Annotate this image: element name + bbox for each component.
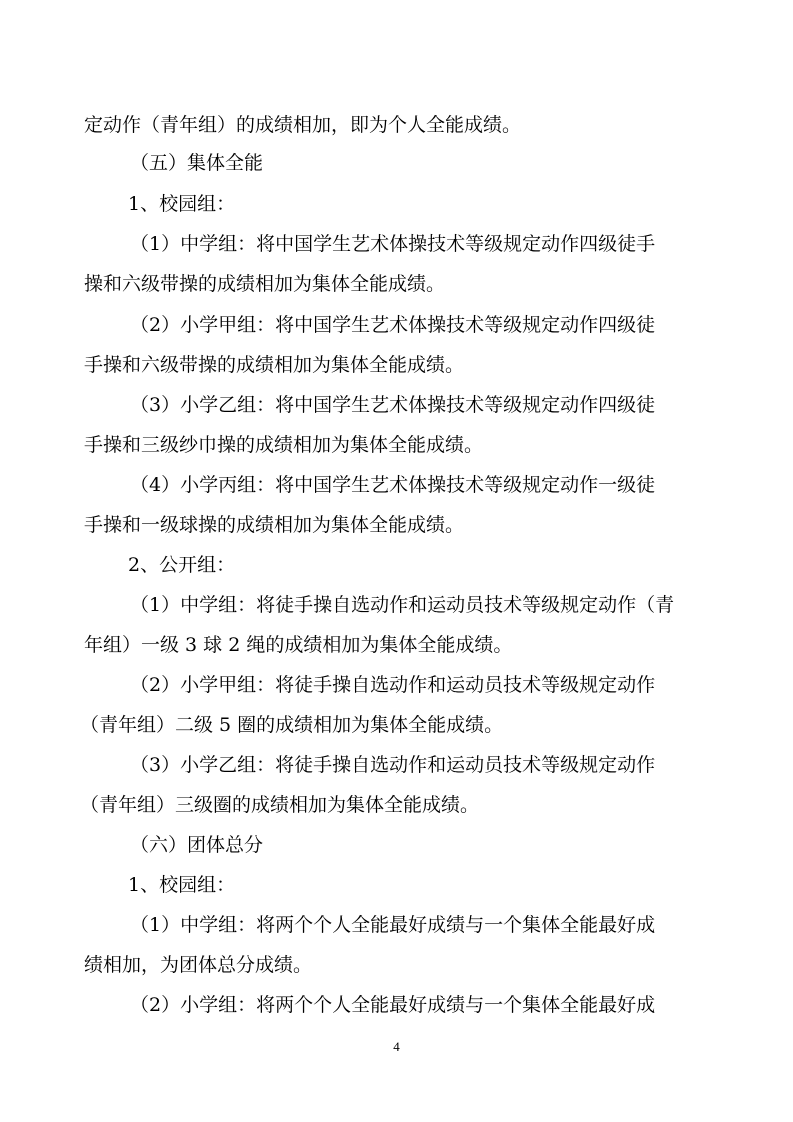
text-line-content: （1）中学组：将两个个人全能最好成绩与一个集体全能最好成: [130, 914, 656, 936]
text-line: [0, 908, 793, 942]
text-line: [0, 308, 793, 342]
subsection-heading: [0, 548, 793, 582]
text-line: [0, 668, 793, 702]
text-line: [0, 988, 793, 1022]
text-line: [0, 267, 793, 301]
text-line: [0, 388, 793, 422]
text-line-content: （2）小学甲组：将徒手操自选动作和运动员技术等级规定动作: [130, 674, 656, 696]
text-line-content: （2）小学组：将两个个人全能最好成绩与一个集体全能最好成: [130, 994, 656, 1016]
text-line-content: （2）小学甲组：将中国学生艺术体操技术等级规定动作四级徒: [130, 314, 656, 336]
subsection-heading-text: 1、校园组：: [128, 193, 236, 215]
section-heading-text: （六）团体总分: [130, 834, 264, 856]
text-line-content: 手操和三级纱巾操的成绩相加为集体全能成绩。: [84, 434, 484, 456]
text-line-content: 定动作（青年组）的成绩相加，即为个人全能成绩。: [84, 114, 522, 136]
subsection-heading: [0, 187, 793, 221]
text-line-content: （3）小学乙组：将徒手操自选动作和运动员技术等级规定动作: [130, 754, 656, 776]
text-line-content: （1）中学组：将徒手操自选动作和运动员技术等级规定动作（青: [130, 594, 675, 616]
text-line: [0, 788, 793, 822]
text-line-content: （青年组）二级 5 圈的成绩相加为集体全能成绩。: [80, 714, 504, 736]
text-line: [0, 227, 793, 261]
section-heading-text: （五）集体全能: [130, 152, 264, 174]
page-number: 4: [393, 1039, 400, 1054]
text-line: [0, 628, 793, 662]
text-line-content: 年组）一级 3 球 2 绳的成绩相加为集体全能成绩。: [84, 634, 513, 656]
text-line: [0, 708, 793, 742]
text-line: [0, 348, 793, 382]
text-line: [0, 428, 793, 462]
subsection-heading-text: 2、公开组：: [128, 554, 236, 576]
text-line: [0, 108, 793, 142]
text-line: [0, 468, 793, 502]
section-heading: [0, 828, 793, 862]
text-line: [0, 508, 793, 542]
text-line-content: 操和六级带操的成绩相加为集体全能成绩。: [84, 273, 446, 295]
text-line-content: 绩相加，为团体总分成绩。: [84, 954, 313, 976]
text-line: [0, 948, 793, 982]
text-line-content: （1）中学组：将中国学生艺术体操技术等级规定动作四级徒手: [130, 233, 656, 255]
text-line-content: （青年组）三级圈的成绩相加为集体全能成绩。: [80, 794, 480, 816]
text-line: [0, 748, 793, 782]
subsection-heading: [0, 868, 793, 902]
text-line-content: （3）小学乙组：将中国学生艺术体操技术等级规定动作四级徒: [130, 394, 656, 416]
section-heading: [0, 146, 793, 180]
text-line-content: （4）小学丙组：将中国学生艺术体操技术等级规定动作一级徒: [130, 474, 656, 496]
subsection-heading-text: 1、校园组：: [128, 874, 236, 896]
text-line-content: 手操和六级带操的成绩相加为集体全能成绩。: [84, 354, 465, 376]
text-line-content: 手操和一级球操的成绩相加为集体全能成绩。: [84, 514, 465, 536]
text-line: [0, 588, 793, 622]
